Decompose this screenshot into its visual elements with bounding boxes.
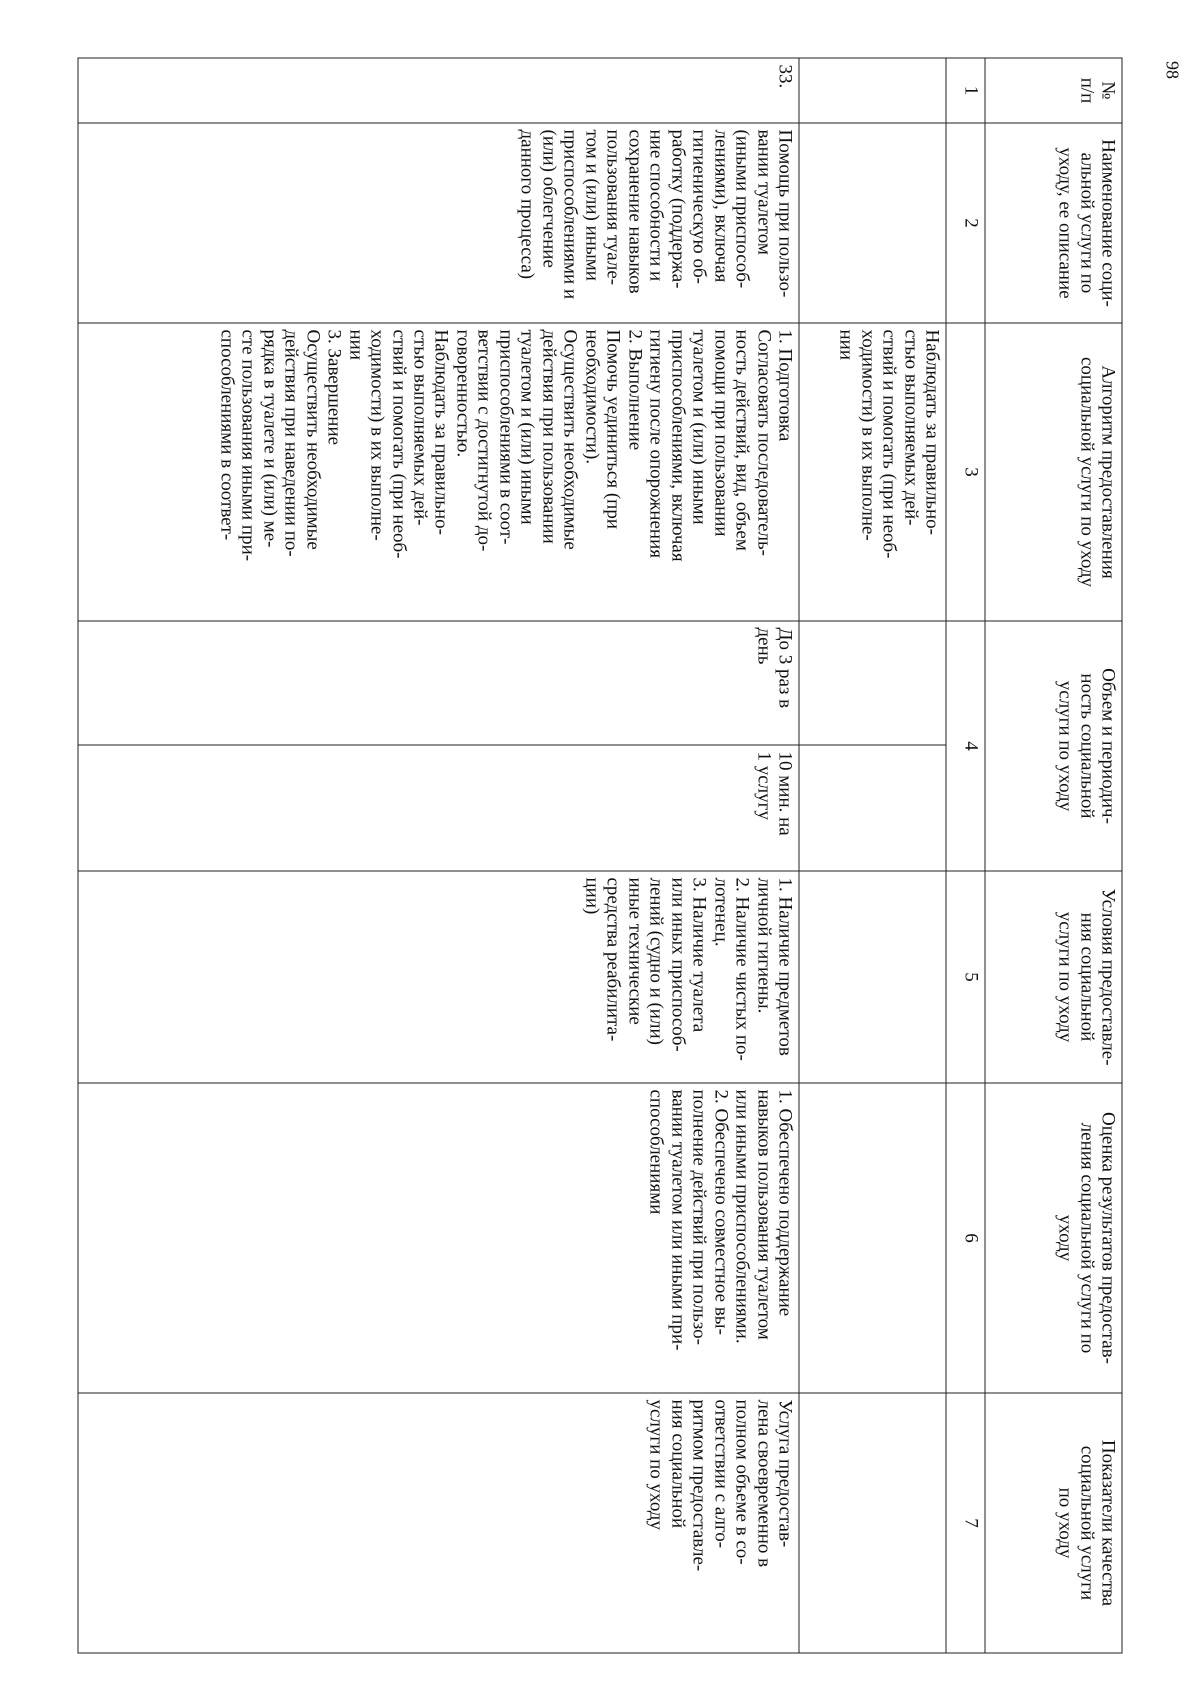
service-frequency: До 3 раз в день: [78, 621, 799, 745]
header-algorithm: Алгоритм предоставления социальной услуги по уходу: [985, 323, 1122, 621]
table-cell: [799, 621, 946, 745]
table-cell: [799, 1083, 946, 1393]
table-row: [78, 58, 799, 1653]
table-cell: [799, 745, 946, 871]
header-volume: Объем и периодич- ность социальной услуги по уходу: [985, 621, 1122, 871]
table-cell: [799, 123, 946, 323]
continuation-row: [799, 58, 946, 1653]
service-algorithm: 1. Подготовка Согласовать последователь- ность действий, вид, объем помощи при пользовании туалетом и (или) иными приспособлениями, включая гигиену после опорожнения 2. Выполнение Помочь уединиться (при необходимости). Осуществить необходимые действия при пользовании туалетом и (или) иными приспособлениями в соот- ветствии с достигнутой до- говоренностью. Наблюдать за правильно- стью выполняемых дей- ствий и помогать (при необ- ходимости) в их выполне- нии 3. Завершение Осуществить необходимые действия при наведении по- рядка в туалете и (или) ме- сте пользования иными при- способлениями в соответ-: [78, 323, 799, 621]
service-evaluation: 1. Обеспечено поддержание навыков пользования туалетом или иными приспособлениями. 2. Обеспечено совместное вы- полнение действий при пользо- вании туалетом или иными при- способлениями: [78, 1083, 799, 1393]
header-evaluation: Оценка результатов предостав- ления социальной услуги по уходу: [985, 1083, 1122, 1393]
table-cell: [799, 1393, 946, 1653]
column-number: 4: [946, 621, 985, 871]
column-number: 3: [946, 323, 985, 621]
header-number: № п/п: [985, 58, 1122, 123]
algorithm-continuation: Наблюдать за правильно- стью выполняемых дей- ствий и помогать (при необ- ходимости) в их выполне- нии: [799, 323, 946, 621]
column-number: 7: [946, 1393, 985, 1653]
table-cell: [799, 871, 946, 1083]
table-cell: [799, 58, 946, 123]
column-number-row: [946, 58, 985, 1653]
page-number: 98: [1162, 61, 1183, 79]
header-service-name: Наименование соци- альной услуги по уходу, ее описание: [985, 123, 1122, 323]
column-number: 6: [946, 1083, 985, 1393]
column-number: 1: [946, 58, 985, 123]
header-quality: Показатели качества социальной услуги по уходу: [985, 1393, 1122, 1653]
rotated-page-content: [78, 58, 1123, 1653]
column-number: 5: [946, 871, 985, 1083]
row-number: 33.: [78, 58, 799, 123]
service-quality: Услуга предостав- лена своевременно в полном объеме в со- ответствии с алго- ритмом предоставле- ния социальной услуги по уходу: [78, 1393, 799, 1653]
service-conditions: 1. Наличие предметов личной гигиены. 2. Наличие чистых по- лотенец. 3. Наличие туалета или иных приспособ- лений (судно и (или) иные технические средства реабилита- ции): [78, 871, 799, 1083]
header-row: [985, 58, 1122, 1653]
service-name: Помощь при пользо- вании туалетом (иными приспособ- лениями), включая гигиеническую об- работку (поддержа- ние способности и сохранение навыков пользования туале- том и (или) иными приспособлениями и (или) облегчение данного процесса): [78, 123, 799, 323]
column-number: 2: [946, 123, 985, 323]
services-table: [78, 58, 1123, 1654]
header-conditions: Условия предоставле- ния социальной услуги по уходу: [985, 871, 1122, 1083]
service-duration: 10 мин. на 1 услугу: [78, 745, 799, 871]
